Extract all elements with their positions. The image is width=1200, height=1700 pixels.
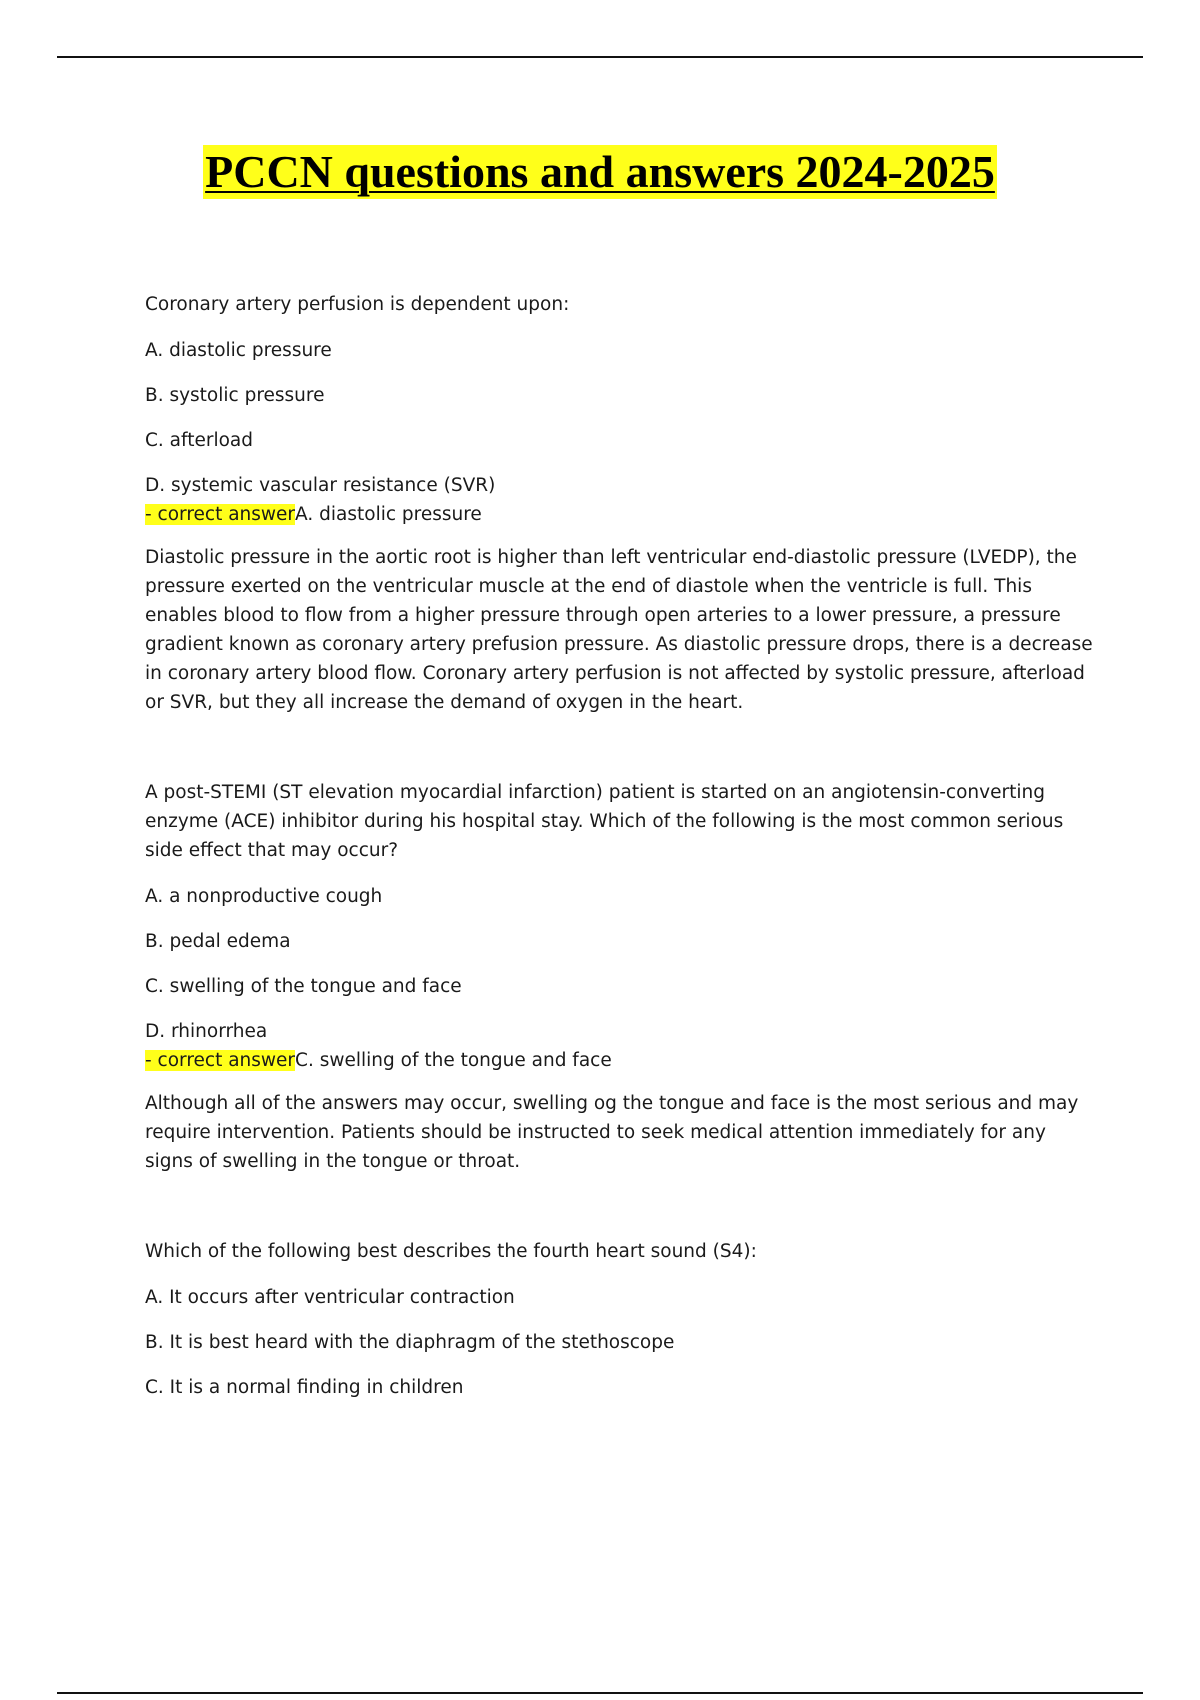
question-text: Coronary artery perfusion is dependent upon:	[145, 294, 570, 315]
option-b: B. pedal edema	[145, 931, 291, 952]
option-b: B. systolic pressure	[145, 385, 325, 406]
option-c: C. afterload	[145, 430, 253, 451]
answer-line	[145, 500, 1095, 529]
question-block-3	[145, 1237, 1095, 1402]
bottom-rule	[57, 1692, 1143, 1694]
title-container	[0, 145, 1200, 199]
option-c: C. swelling of the tongue and face	[145, 976, 462, 997]
top-rule	[57, 56, 1143, 58]
explanation: Diastolic pressure in the aortic root is higher than left ventricular end-diastolic pressure (LVEDP), the pressure exerted on the ventricular muscle at the end of diastole when the ventricle is full. This enables blood to flow from a higher pressure through open arteries to a lower pressure, a pressure gradient known as coronary artery prefusion pressure. As diastolic pressure drops, there is a decrease in coronary artery blood flow. Coronary artery perfusion is not affected by systolic pressure, afterload or SVR, but they all increase the demand of oxygen in the heart.	[145, 547, 1093, 713]
option-c: C. It is a normal finding in children	[145, 1377, 464, 1398]
question-text: Which of the following best describes the fourth heart sound (S4):	[145, 1241, 757, 1262]
option-d: D. rhinorrhea	[145, 1021, 268, 1042]
document-body	[145, 290, 1095, 1463]
answer-line	[145, 1046, 1095, 1075]
option-b: B. It is best heard with the diaphragm of the stethoscope	[145, 1332, 675, 1353]
question-block-2	[145, 778, 1095, 1176]
option-a: A. a nonproductive cough	[145, 886, 383, 907]
document-title: PCCN questions and answers 2024-2025	[205, 146, 995, 197]
option-d: D. systemic vascular resistance (SVR)	[145, 475, 496, 496]
explanation: Although all of the answers may occur, swelling og the tongue and face is the most serious and may require intervention. Patients should be instructed to seek medical attention immediately for any signs of swelling in the tongue or throat.	[145, 1093, 1079, 1172]
correct-answer-label: - correct answer	[145, 1050, 296, 1071]
question-text: A post-STEMI (ST elevation myocardial infarction) patient is started on an angiotensin-converting enzyme (ACE) inhibitor during his hospital stay. Which of the following is the most common serious side effect that may occur?	[145, 782, 1064, 861]
correct-answer-label: - correct answer	[145, 504, 296, 525]
option-a: A. It occurs after ventricular contraction	[145, 1287, 515, 1308]
question-block-1	[145, 290, 1095, 717]
correct-answer-value: C. swelling of the tongue and face	[295, 1050, 612, 1071]
correct-answer-value: A. diastolic pressure	[295, 504, 482, 525]
option-a: A. diastolic pressure	[145, 340, 332, 361]
